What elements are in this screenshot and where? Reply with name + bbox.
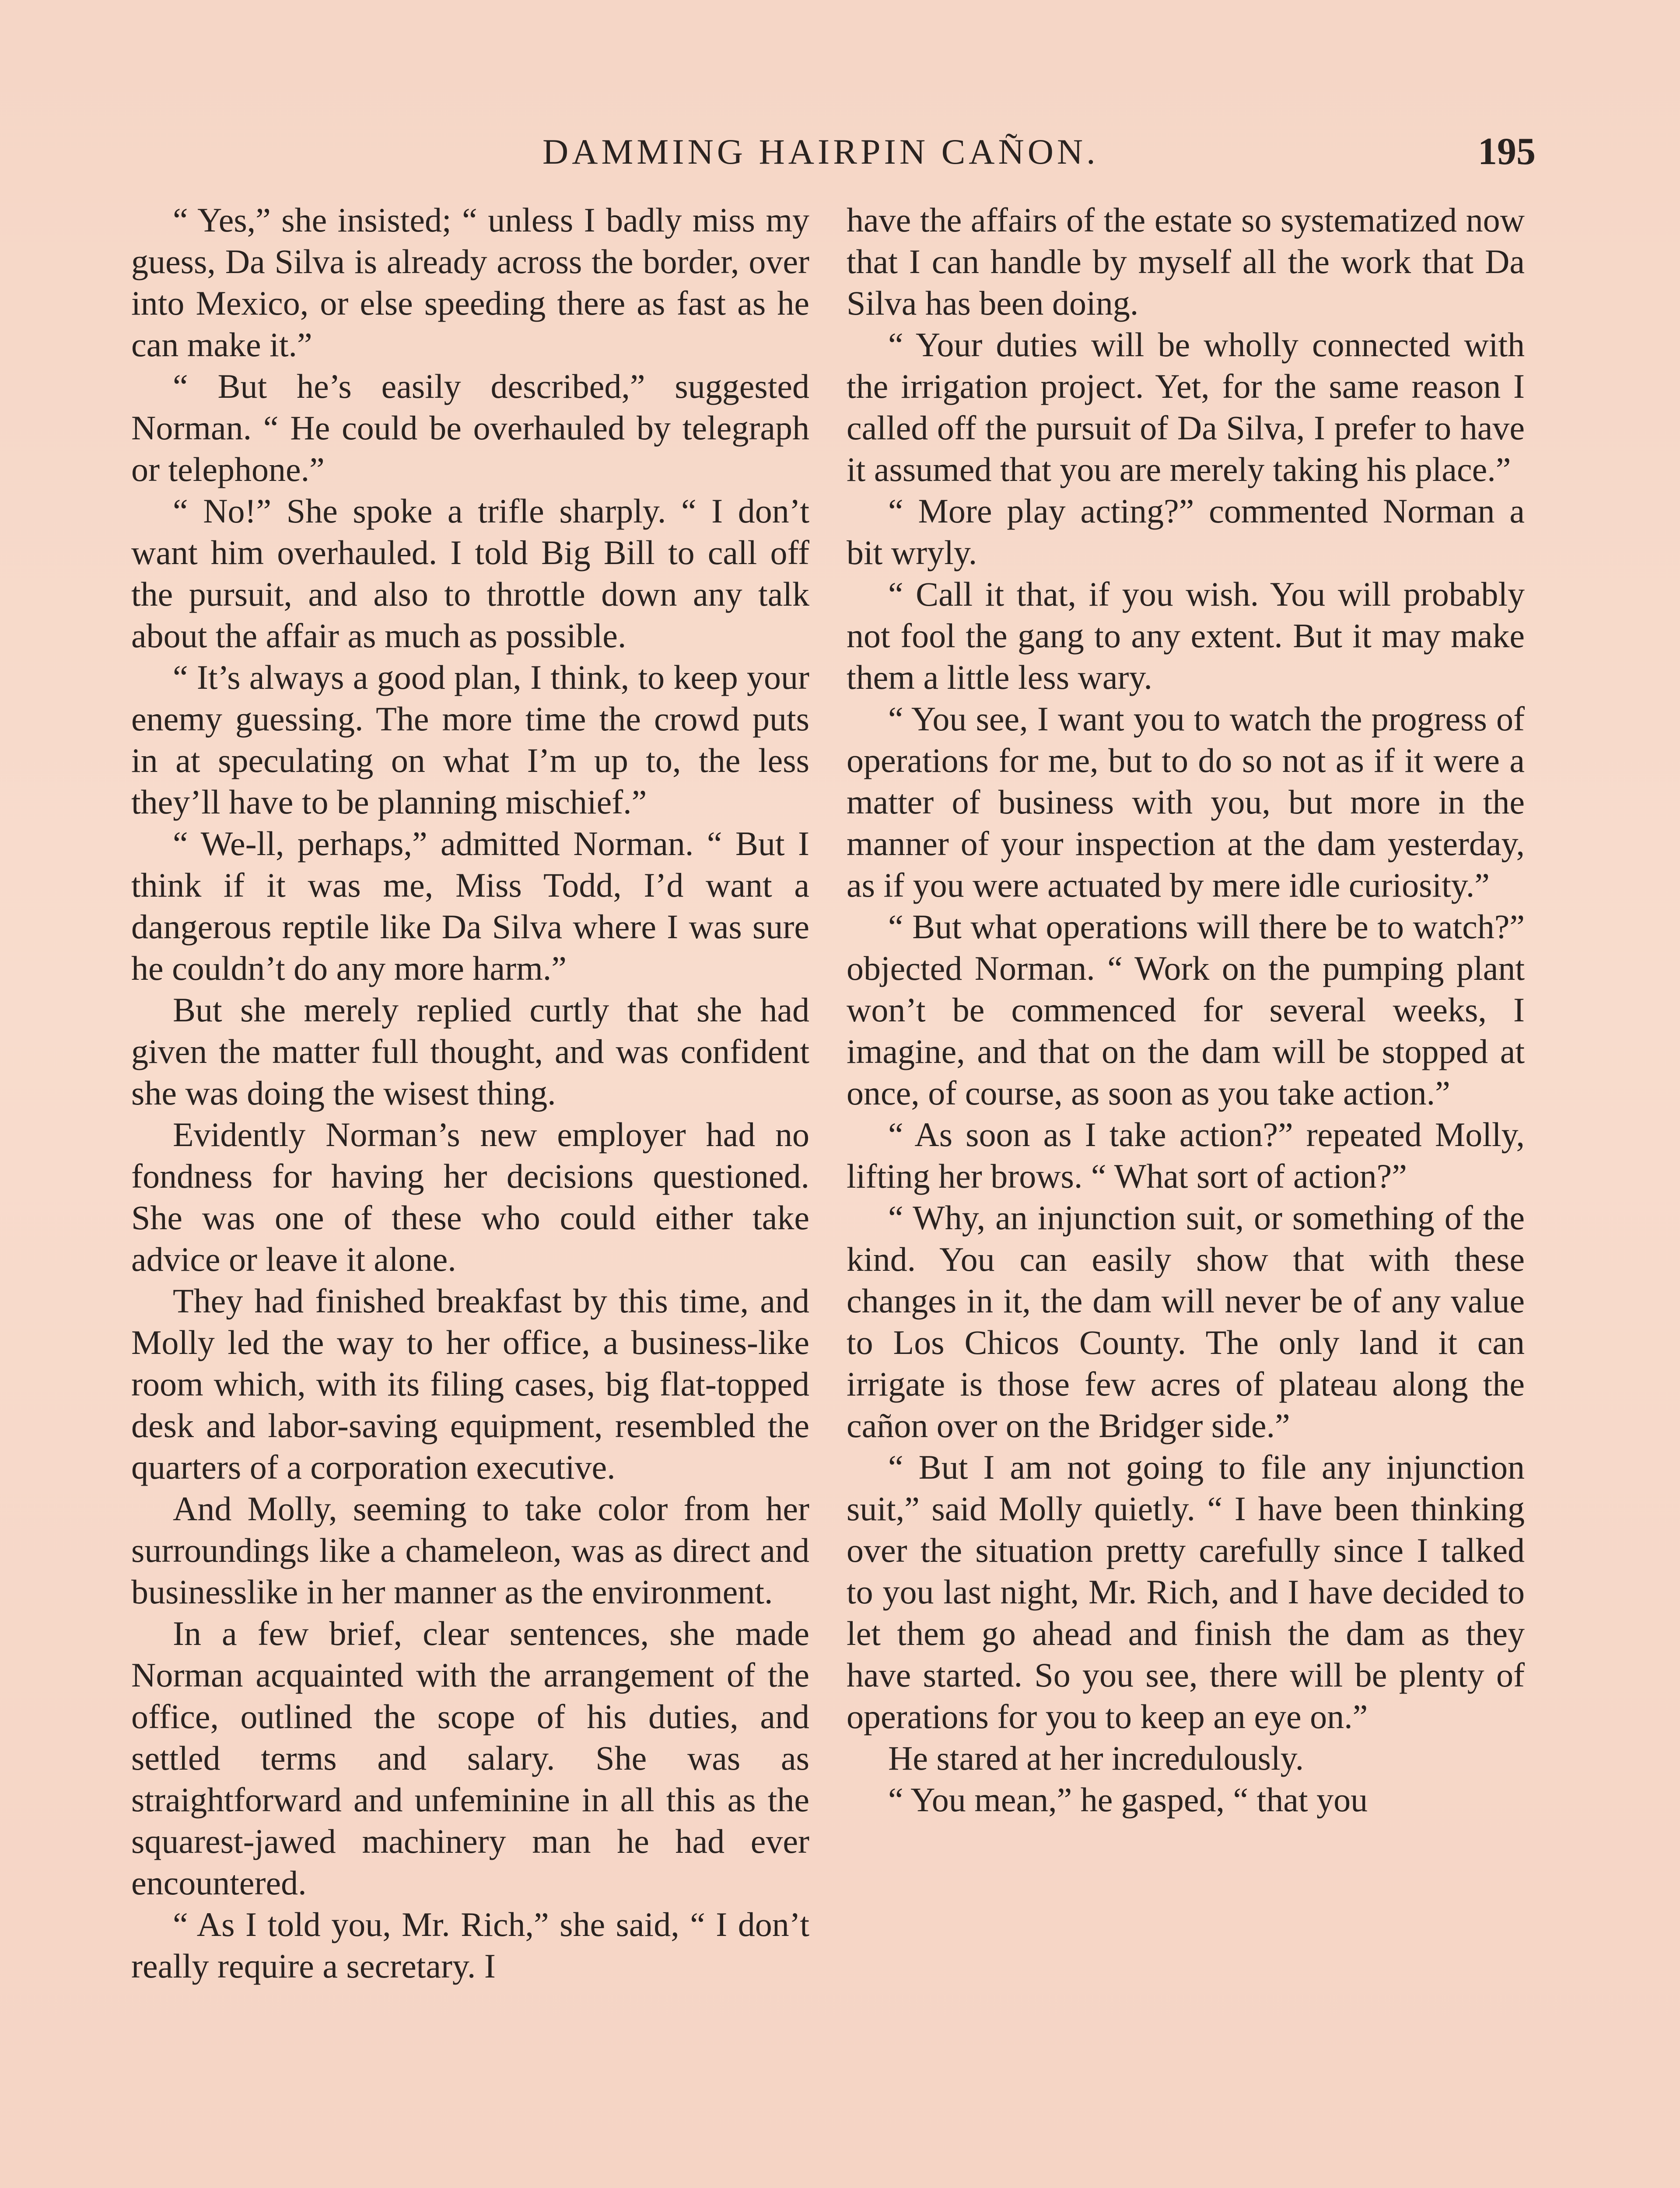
paragraph: “ You see, I want you to watch the progress of operations for me, but to do so not as if it were a matter of business with you, but more in the manner of your inspection at the dam yesterday, as if you were actuated by mere idle curiosity.” (847, 700, 1525, 904)
paragraph: “ You mean,” he gasped, “ that you (888, 1781, 1368, 1819)
paragraph: Evidently Norman’s new employer had no fondness for having her decisions questioned. She was one of these who could either take advice or leave it alone. (131, 1115, 809, 1278)
paragraph: “ As soon as I take action?” repeated Molly, lifting her brows. “ What sort of action?” (847, 1115, 1525, 1195)
paragraph: “ Call it that, if you wish. You will probably not fool the gang to any extent. But it may make them a little less wary. (847, 575, 1525, 696)
paragraph: “ Yes,” she insisted; “ unless I badly miss my guess, Da Silva is already across the border, over into Mexico, or else speeding there as fast as he can make it.” (131, 201, 809, 364)
right-column (847, 199, 1525, 1820)
left-column (131, 199, 809, 1987)
paragraph: “ But he’s easily described,” suggested Norman. “ He could be overhauled by telegraph or telephone.” (131, 367, 809, 488)
paragraph: “ We-ll, perhaps,” admitted Norman. “ But I think if it was me, Miss Todd, I’d want a dangerous reptile like Da Silva where I was sure he couldn’t do any more harm.” (131, 824, 809, 987)
running-title: DAMMING HAIRPIN CAÑON. (542, 132, 1099, 172)
paragraph: And Molly, seeming to take color from her surroundings like a chameleon, was as direct and businesslike in her manner as the environment. (131, 1490, 809, 1611)
paragraph: “ More play acting?” commented Norman a bit wryly. (847, 492, 1525, 572)
paragraph: “ Why, an injunction suit, or something of the kind. You can easily show that with these changes in it, the dam will never be of any value to Los Chicos County. The only land it can irrigate is those few acres of plateau along the cañon over on the Bridger side.” (847, 1199, 1525, 1445)
paragraph: “ As I told you, Mr. Rich,” she said, “ I don’t really require a secretary. I (131, 1905, 809, 1985)
paragraph: have the affairs of the estate so systematized now that I can handle by myself all the work that Da Silva has been doing. (847, 201, 1525, 322)
page-header (140, 131, 1540, 184)
paragraph: But she merely replied curtly that she had given the matter full thought, and was confident she was doing the wisest thing. (131, 991, 809, 1112)
paragraph: “ No!” She spoke a trifle sharply. “ I don’t want him overhauled. I told Big Bill to call off the pursuit, and also to throttle down any talk about the affair as much as possible. (131, 492, 809, 655)
paragraph: “ But I am not going to file any injunction suit,” said Molly quietly. “ I have been thinking over the situation pretty carefully since I talked to you last night, Mr. Rich, and I have decided to let them go ahead and finish the dam as they have started. So you see, there will be plenty of operations for you to keep an eye on.” (847, 1448, 1525, 1736)
paragraph: “ Your duties will be wholly connected with the irrigation project. Yet, for the same reason I called off the pursuit of Da Silva, I prefer to have it assumed that you are merely taking his place.” (847, 326, 1525, 488)
page-number: 195 (1478, 130, 1536, 173)
paragraph: “ But what operations will there be to watch?” objected Norman. “ Work on the pumping plant won’t be commenced for several weeks, I imagine, and that on the dam will be stopped at once, of course, as soon as you take action.” (847, 908, 1525, 1112)
paragraph: They had finished breakfast by this time, and Molly led the way to her office, a business-like room which, with its filing cases, big flat-topped desk and labor-saving equipment, resembled the quarters of a corporation executive. (131, 1282, 809, 1486)
paragraph: In a few brief, clear sentences, she made Norman acquainted with the arrangement of the office, outlined the scope of his duties, and settled terms and salary. She was as straightforward and unfeminine in all this as the squarest-jawed machinery man he had ever encountered. (131, 1614, 809, 1902)
paragraph: “ It’s always a good plan, I think, to keep your enemy guessing. The more time the crowd puts in at speculating on what I’m up to, the less they’ll have to be planning mischief.” (131, 658, 809, 821)
paragraph: He stared at her incredulously. (888, 1739, 1304, 1777)
